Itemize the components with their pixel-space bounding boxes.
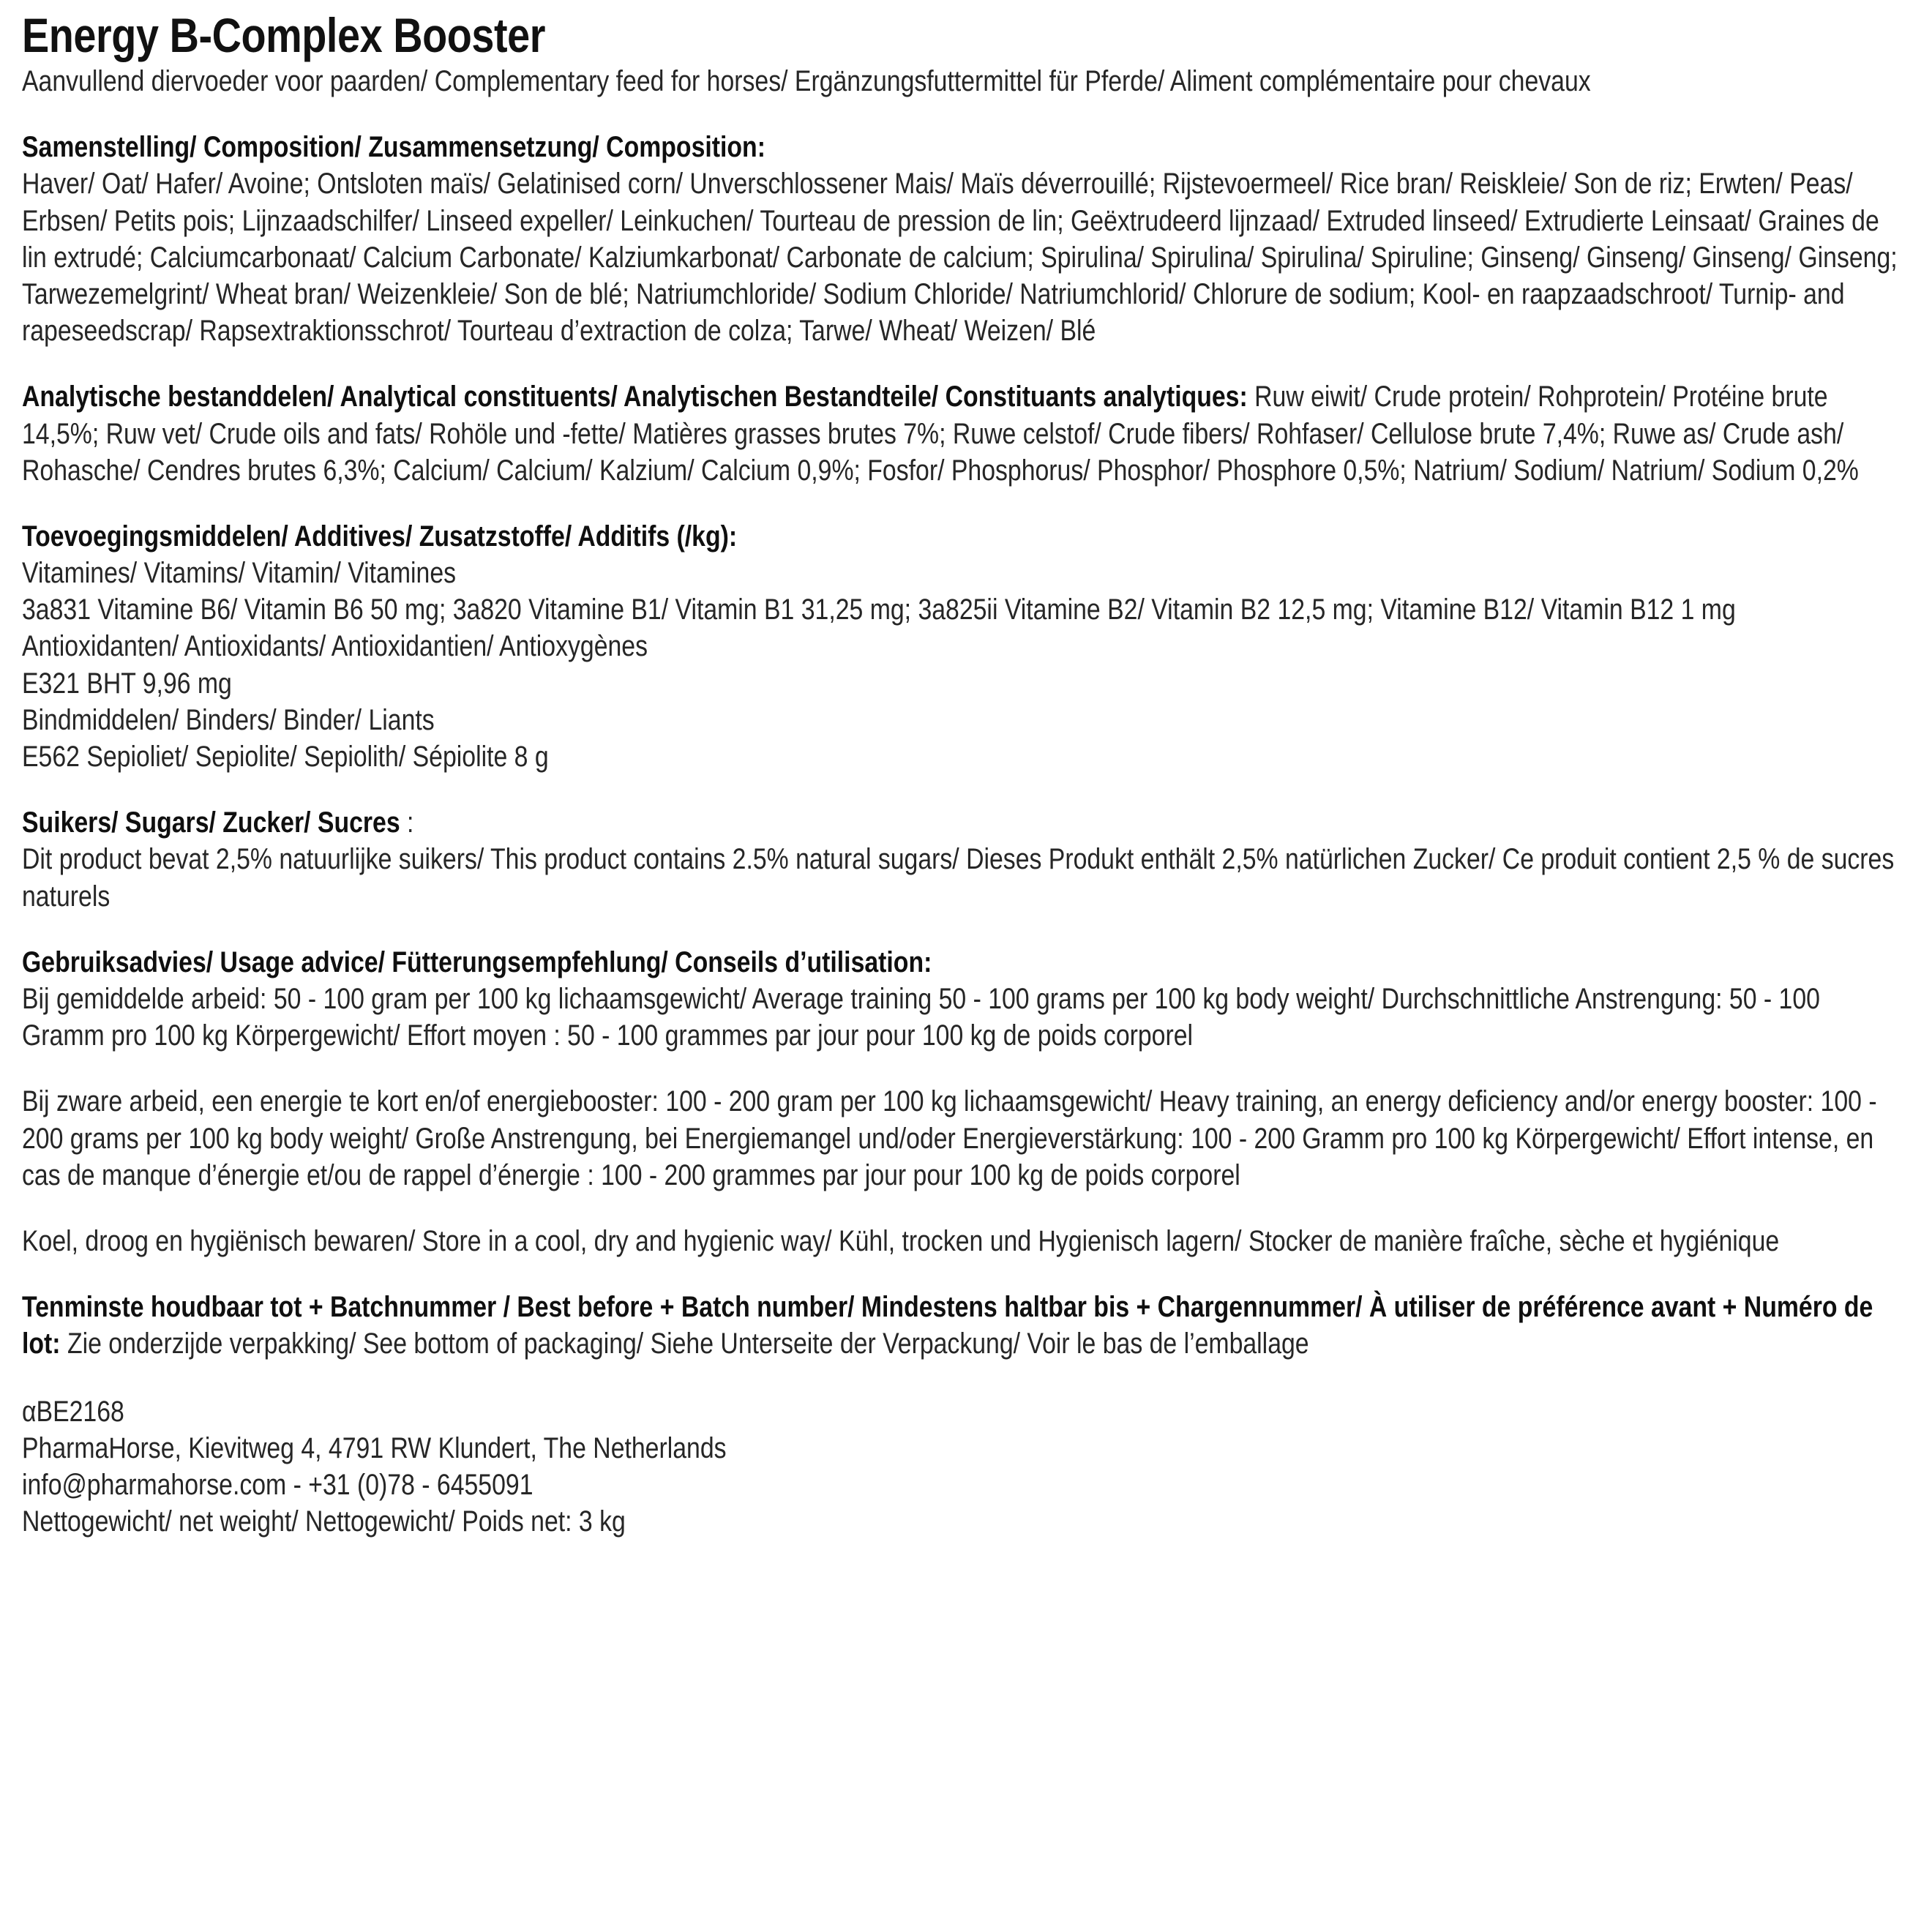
usage-storage (22, 1223, 1907, 1259)
additives-section (22, 518, 1907, 775)
composition-body-text: Haver/ Oat/ Hafer/ Avoine; Ontsloten maïs/ Gelatinised corn/ Unverschlossener Mais/ Maïs déverrouillé; Rijstevoermeel/ Rice bran/ Reiskleie/ Son de riz; Erwten/ Peas/ Erbsen/ Petits pois; Lijnzaadschilfer/ Linseed expeller/ Leinkuchen/ Tourteau de pression de lin; Geëxtrudeerd lijnzaad/ Extruded linseed/ Extrudierte Leinsaat/ Graines de lin extrudé; Calciumcarbonaat/ Calcium Carbonate/ Kalziumkarbonat/ Carbonate de calcium; Spirulina/ Spirulina/ Spirulina/ Spiruline; Ginseng/ Ginseng/ Ginseng/ Ginseng; Tarwezemelgrint/ Wheat bran/ Weizenkleie/ Son de blé; Natriumchloride/ Sodium Chloride/ Natriumchlorid/ Chlorure de sodium; Kool- en raapzaadschroot/ Turnip- and rapeseedscrap/ Rapsextraktionsschrot/ Tourteau d’extraction de colza; Tarwe/ Wheat/ Weizen/ Blé (22, 168, 1898, 348)
sugars-heading-wrap (22, 804, 1906, 841)
analytical-heading-text: Analytische bestanddelen/ Analytical constituents/ Analytischen Bestandteile/ Constituants analytiques: (22, 381, 1248, 413)
best-before-section (22, 1289, 1907, 1362)
additives-binders-values-text: E562 Sepioliet/ Sepiolite/ Sepiolith/ Sépiolite 8 g (22, 741, 549, 774)
additives-vitamins-label-text: Vitamines/ Vitamins/ Vitamin/ Vitamines (22, 557, 457, 590)
company-address-text: PharmaHorse, Kievitweg 4, 4791 RW Klundert, The Netherlands (22, 1432, 727, 1465)
sugars-heading (22, 804, 1907, 841)
usage-average-training-text: Bij gemiddelde arbeid: 50 - 100 gram per 100 kg lichaamsgewicht/ Average training 50 - 100 grams per 100 kg body weight/ Durchschnittliche Anstrengung: 50 - 100 Gramm pro 100 kg Körpergewicht/ Effort moyen : 50 - 100 grammes par jour pour 100 kg de poids corporel (22, 982, 1820, 1052)
analytical-body-text: Ruw eiwit/ Crude protein/ Rohprotein/ Protéine brute 14,5%; Ruw vet/ Crude oils and fats/ Rohöle und -fette/ Matières grasses brutes 7%; Ruwe celstof/ Crude fibers/ Rohfaser/ Cellulose brute 7,4%; Ruwe as/ Crude ash/ Rohasche/ Cendres brutes 6,3%; Calcium/ Calcium/ Kalzium/ Calcium 0,9%; Fosfor/ Phosphorus/ Phosphor/ Phosphore 0,5%; Natrium/ Sodium/ Natrium/ Sodium 0,2% (22, 381, 1859, 487)
best-before-heading-text: Tenminste houdbaar tot + Batchnummer / Best before + Batch number/ Mindestens haltbar bis + Chargennummer/ À utiliser de préférence avant + Numéro de lot: (22, 1291, 1873, 1360)
composition-section (22, 129, 1907, 349)
additives-heading (22, 518, 1907, 555)
analytical-inline-wrap (22, 378, 1906, 489)
composition-heading (22, 129, 1907, 165)
contact-details-text: info@pharmahorse.com - +31 (0)78 - 6455091 (22, 1469, 533, 1502)
product-subtitle (22, 64, 1907, 100)
usage-average-training (22, 981, 1907, 1054)
usage-heavy-training (22, 1083, 1907, 1194)
usage-storage-text: Koel, droog en hygiënisch bewaren/ Store in a cool, dry and hygienic way/ Kühl, trocken und Hygienisch lagern/ Stocker de manière fraîche, sèche et hygiénique (22, 1224, 1780, 1257)
contact-details (22, 1467, 1907, 1504)
usage-heading (22, 944, 1907, 981)
product-subtitle-text: Aanvullend diervoeder voor paarden/ Complementary feed for horses/ Ergänzungsfuttermittel für Pferde/ Aliment complémentaire pour chevaux (22, 64, 1591, 97)
usage-heading-text: Gebruiksadvies/ Usage advice/ Fütterungsempfehlung/ Conseils d’utilisation: (22, 946, 932, 978)
analytical-paragraph (22, 378, 1907, 489)
company-address (22, 1431, 1907, 1467)
additives-antioxidants-values (22, 665, 1907, 702)
best-before-paragraph (22, 1289, 1907, 1362)
additives-antioxidants-values-text: E321 BHT 9,96 mg (22, 667, 232, 700)
additives-binders-label (22, 702, 1907, 738)
additives-vitamins-values (22, 591, 1907, 628)
additives-antioxidants-label-text: Antioxidanten/ Antioxidants/ Antioxidantien/ Antioxygènes (22, 630, 648, 663)
composition-body (22, 165, 1907, 349)
composition-heading-text: Samenstelling/ Composition/ Zusammensetzung/ Composition: (22, 131, 765, 164)
sugars-body (22, 841, 1907, 914)
best-before-body-text: Zie onderzijde verpakking/ See bottom of packaging/ Siehe Unterseite der Verpackung/ Voir le bas de l’emballage (60, 1328, 1309, 1360)
additives-antioxidants-label (22, 628, 1907, 664)
additives-heading-text: Toevoegingsmiddelen/ Additives/ Zusatzstoffe/ Additifs (/kg): (22, 520, 738, 553)
additives-binders-values (22, 738, 1907, 775)
usage-heavy-training-text: Bij zware arbeid, een energie te kort en/of energiebooster: 100 - 200 gram per 100 kg lichaamsgewicht/ Heavy training, an energy deficiency and/or energy booster: 100 - 200 grams per 100 kg body weight/ Große Anstrengung, bei Energiemangel und/oder Energieverstärkung: 100 - 200 Gramm pro 100 kg Körpergewicht/ Effort intense, en cas de manque d’énergie et/ou de rappel d’énergie : 100 - 200 grammes par jour pour 100 kg de poids corporel (22, 1085, 1877, 1191)
product-title-text: Energy B-Complex Booster (22, 8, 546, 62)
usage-advice-section (22, 944, 1907, 1259)
best-before-inline-wrap (22, 1289, 1906, 1362)
sugars-body-text: Dit product bevat 2,5% natuurlijke suikers/ This product contains 2.5% natural sugars/ Dieses Produkt enthält 2,5% natürlichen Zucker/ Ce produit contient 2,5 % de sucres naturels (22, 843, 1895, 913)
additives-vitamins-values-text: 3a831 Vitamine B6/ Vitamin B6 50 mg; 3a820 Vitamine B1/ Vitamin B1 31,25 mg; 3a825ii Vitamine B2/ Vitamin B2 12,5 mg; Vitamine B12/ Vitamin B12 1 mg (22, 594, 1736, 626)
sugars-heading-suffix: : (400, 806, 414, 839)
additives-binders-label-text: Bindmiddelen/ Binders/ Binder/ Liants (22, 703, 435, 736)
approval-code-text: αBE2168 (22, 1396, 124, 1429)
approval-code (22, 1394, 1907, 1431)
footer-section (22, 1394, 1907, 1540)
page-title (22, 10, 1907, 61)
net-weight (22, 1504, 1907, 1540)
net-weight-text: Nettogewicht/ net weight/ Nettogewicht/ Poids net: 3 kg (22, 1505, 626, 1538)
analytical-constituents-section (22, 378, 1907, 489)
sugars-section (22, 804, 1907, 915)
additives-vitamins-label (22, 555, 1907, 591)
sugars-heading-text: Suikers/ Sugars/ Zucker/ Sucres (22, 806, 400, 839)
